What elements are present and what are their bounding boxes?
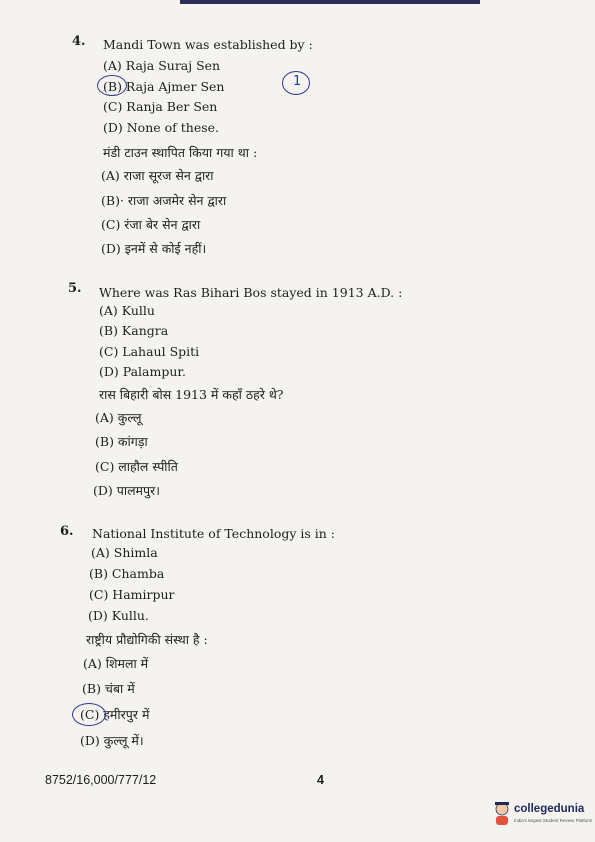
paper-code: 8752/16,000/777/12 [45,773,157,787]
handwritten-mark-text: 1 [293,74,302,89]
page-number: 4 [317,773,324,787]
logo-tagline: India's largest Student Review Platform [514,818,593,823]
answer-circle-mark [97,75,127,96]
question-stem-hi: मंडी टाउन स्थापित किया गया था : [103,145,258,160]
question-stem-en: National Institute of Technology is in : [92,526,335,541]
top-border-strip [180,0,480,4]
option-en-b[interactable]: (B) Raja Ajmer Sen [103,79,225,94]
question-stem-en: Where was Ras Bihari Bos stayed in 1913 A.D. : [99,285,403,300]
option-hi-d[interactable]: (D) कुल्लू में। [80,733,144,748]
option-hi-c[interactable]: (C) हमीरपुर में [80,707,150,722]
option-en-a[interactable]: (A) Kullu [99,303,155,318]
question-number: 6. [60,524,74,539]
option-en-d[interactable]: (D) Palampur. [99,364,186,379]
option-hi-c[interactable]: (C) लाहौल स्पीति [95,459,178,474]
option-hi-a[interactable]: (A) राजा सूरज सेन द्वारा [101,168,214,183]
option-hi-b[interactable]: (B) चंबा में [82,681,135,696]
answer-circle-mark [72,703,106,726]
student-avatar-icon [492,800,512,826]
option-en-b[interactable]: (B) Kangra [99,323,169,338]
option-en-c[interactable]: (C) Lahaul Spiti [99,344,200,359]
option-hi-b[interactable]: (B) कांगड़ा [95,434,148,449]
handwritten-mark-circle [282,71,310,95]
question-stem-hi: रास बिहारी बोस 1913 में कहाँ ठहरे थे? [99,387,284,402]
collegedunia-logo [492,800,592,836]
logo-name: collegedunia [514,803,585,815]
option-hi-d[interactable]: (D) पालमपुर। [93,483,160,498]
option-hi-a[interactable]: (A) शिमला में [83,656,149,671]
question-stem-en: Mandi Town was established by : [103,37,313,52]
option-hi-b[interactable]: (B)· राजा अजमेर सेन द्वारा [101,193,227,208]
option-en-d[interactable]: (D) None of these. [103,120,220,135]
question-stem-hi: राष्ट्रीय प्रौद्योगिकी संस्था है : [86,632,208,647]
question-number: 4. [72,34,86,49]
option-en-d[interactable]: (D) Kullu. [88,608,149,623]
option-hi-d[interactable]: (D) इनमें से कोई नहीं। [101,241,207,256]
option-en-a[interactable]: (A) Shimla [91,545,158,560]
option-hi-a[interactable]: (A) कुल्लू [95,410,142,425]
option-en-c[interactable]: (C) Ranja Ber Sen [103,99,218,114]
option-en-b[interactable]: (B) Chamba [89,566,165,581]
option-hi-c[interactable]: (C) रंजा बेर सेन द्वारा [101,217,201,232]
option-en-a[interactable]: (A) Raja Suraj Sen [103,58,221,73]
option-en-c[interactable]: (C) Hamirpur [89,587,175,602]
question-number: 5. [68,281,82,296]
